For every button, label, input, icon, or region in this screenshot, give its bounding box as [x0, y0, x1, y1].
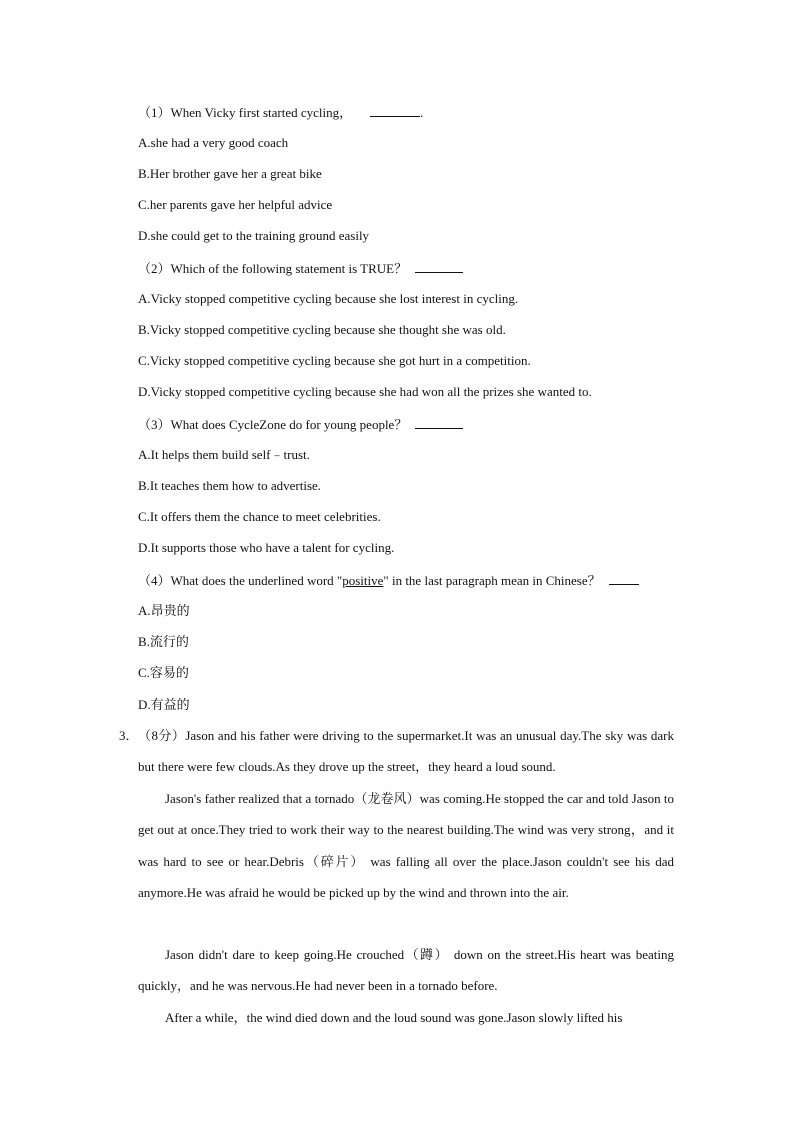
question-4-text-pre: （4）What does the underlined word " [138, 573, 343, 588]
question-4-stem [138, 571, 639, 590]
q2-option-b[interactable]: B.Vicky stopped competitive cycling because she thought she was old. [138, 322, 506, 337]
q4-option-a[interactable]: A.昂贵的 [138, 603, 190, 618]
passage-paragraph-4: After a while，the wind died down and the loud sound was gone.Jason slowly lifted his [165, 1010, 623, 1025]
question-1-text: （1）When Vicky first started cycling， [138, 105, 353, 120]
q2-option-c[interactable]: C.Vicky stopped competitive cycling because she got hurt in a competition. [138, 353, 531, 368]
q1-option-a[interactable]: A.she had a very good coach [138, 135, 289, 150]
question-2-stem [138, 259, 463, 278]
q1-option-d[interactable]: D.she could get to the training ground easily [138, 228, 370, 243]
passage-number: 3． [119, 728, 139, 743]
question-1-end: . [420, 105, 424, 120]
q1-option-c[interactable]: C.her parents gave her helpful advice [138, 197, 333, 212]
answer-blank-1[interactable] [370, 103, 420, 117]
paragraph-1-text: Jason and his father were driving to the supermarket.It was an unusual day.The sky was dark but there were few clouds.As they drove up the street，they heard a loud sound. [138, 728, 674, 775]
question-3-text: （3）What does CycleZone do for young people？ [138, 417, 408, 432]
question-4-text-post: " in the last paragraph mean in Chinese？ [383, 573, 601, 588]
q3-option-a[interactable]: A.It helps them build self﹣trust. [138, 447, 310, 462]
q4-option-d[interactable]: D.有益的 [138, 697, 190, 712]
underlined-word: positive [342, 573, 384, 588]
answer-blank-2[interactable] [415, 259, 463, 273]
q2-option-d[interactable]: D.Vicky stopped competitive cycling because she had won all the prizes she wanted to. [138, 384, 592, 399]
q4-option-c[interactable]: C.容易的 [138, 665, 189, 680]
q3-option-d[interactable]: D.It supports those who have a talent for cycling. [138, 540, 395, 555]
question-1-stem [138, 103, 423, 122]
question-2-text: （2）Which of the following statement is TRUE？ [138, 261, 408, 276]
q2-option-a[interactable]: A.Vicky stopped competitive cycling because she lost interest in cycling. [138, 291, 519, 306]
q3-option-c[interactable]: C.It offers them the chance to meet celebrities. [138, 509, 381, 524]
q3-option-b[interactable]: B.It teaches them how to advertise. [138, 478, 322, 493]
passage-score: （8分） [138, 728, 186, 743]
passage-paragraph-1 [138, 720, 674, 783]
question-3-stem [138, 415, 463, 434]
q4-option-b[interactable]: B.流行的 [138, 634, 189, 649]
passage-paragraph-3: Jason didn't dare to keep going.He crouched（蹲） down on the street.His heart was beating quickly，and he was nervous.He had never been in a tornado before. [138, 947, 674, 994]
passage-paragraph-2: Jason's father realized that a tornado（龙卷风）was coming.He stopped the car and told Jason to get out at once.They tried to work their way to the nearest building.The wind was very strong，and it was hard to see or hear.Debris（碎片） was falling all over the place.Jason couldn't see his dad anymore.He was afraid he would be picked up by the wind and thrown into the air. [138, 791, 674, 900]
q1-option-b[interactable]: B.Her brother gave her a great bike [138, 166, 322, 181]
answer-blank-4[interactable] [609, 571, 639, 585]
answer-blank-3[interactable] [415, 415, 463, 429]
